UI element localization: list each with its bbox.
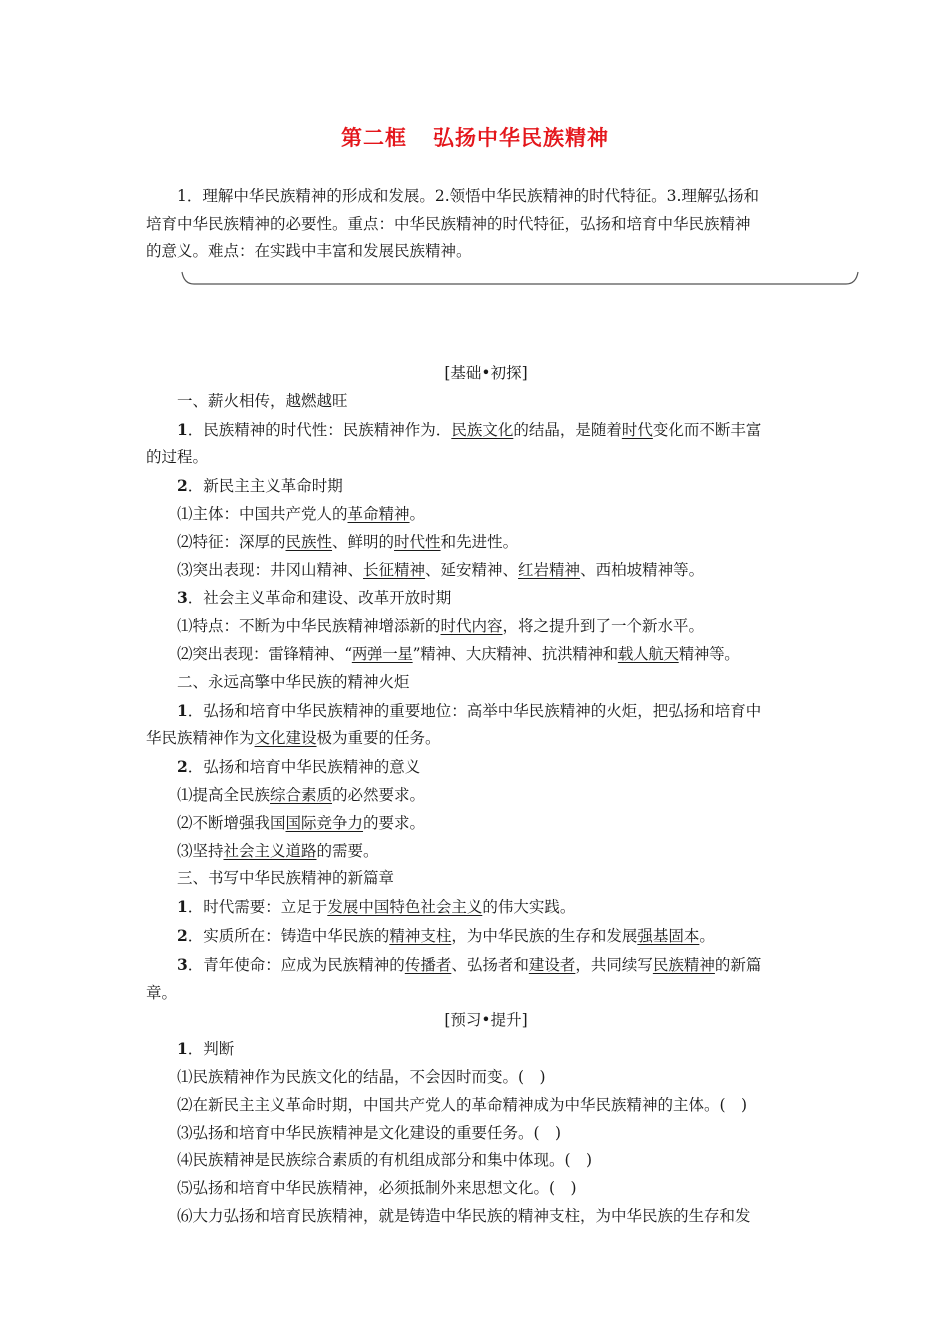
text: 变化而不断丰富 <box>652 420 762 439</box>
section-heading: 一、薪火相传，越燃越旺 <box>177 391 348 410</box>
item-number: 3 <box>177 954 188 974</box>
judgment-item: ⑶弘扬和培育中华民族精神是文化建设的重要任务。( ) <box>177 1123 562 1142</box>
goals-line: 培育中华民族精神的必要性。重点：中华民族精神的时代特征，弘扬和培育中华民族精神 <box>146 214 751 233</box>
sub-item <box>146 838 826 866</box>
text: 的必然要求。 <box>332 785 426 804</box>
text: ．弘扬和培育中华民族精神的重要地位：高举中华民族精神的火炬，把弘扬和培育中 <box>187 701 762 720</box>
answer-blank: 时代 <box>621 420 653 439</box>
answer-blank: 强基固本 <box>637 926 700 945</box>
text: 华民族精神作为 <box>146 729 255 748</box>
title-part1: 第二框 <box>341 126 407 150</box>
answer-blank: 社会主义道路 <box>223 841 317 860</box>
answer-blank: 民族性 <box>285 532 333 551</box>
section-heading: 三、书写中华民族精神的新篇章 <box>177 869 395 888</box>
paragraph <box>146 951 826 980</box>
judgment-item: ⑵在新民主主义革命时期，中国共产党人的革命精神成为中华民族精神的主体。( ) <box>177 1095 748 1114</box>
item-number: 2 <box>177 476 188 496</box>
text: ．时代需要：立足于 <box>187 898 328 917</box>
paragraph <box>146 922 826 951</box>
answer-blank: 红岩精神 <box>518 560 581 579</box>
section-header: [基础•初探] <box>444 364 528 382</box>
text: 的需要。 <box>316 841 379 860</box>
text: ⑴主体：中国共产党人的 <box>177 504 348 523</box>
text: ．新民主主义革命时期 <box>187 477 343 496</box>
paragraph <box>146 753 826 782</box>
main-content <box>146 360 826 1231</box>
sub-item <box>146 501 826 529</box>
answer-blank: 综合素质 <box>270 785 333 804</box>
paragraph <box>146 416 826 445</box>
text: 的结晶，是随着 <box>513 420 622 439</box>
text: ．社会主义革命和建设、改革开放时期 <box>187 589 452 608</box>
text: 、延安精神、 <box>425 560 519 579</box>
learning-goals <box>146 183 816 266</box>
answer-blank: 长征精神 <box>363 560 426 579</box>
answer-blank: 国际竞争力 <box>285 813 364 832</box>
text: ．判断 <box>187 1040 235 1059</box>
paragraph-continuation <box>146 725 826 753</box>
text: ．实质所在：铸造中华民族的 <box>187 926 390 945</box>
section-header: [预习•提升] <box>444 1011 528 1030</box>
section-heading: 二、永远高擎中华民族的精神火炬 <box>177 672 410 691</box>
text: ，为中华民族的生存和发展 <box>451 926 638 945</box>
goals-line: 1．理解中华民族精神的形成和发展。2.领悟中华民族精神的时代特征。3.理解弘扬和 <box>177 187 759 205</box>
text: ，将之提升到了一个新水平。 <box>502 617 705 636</box>
text: ⑴提高全民族 <box>177 785 271 804</box>
answer-blank: 发展中国特色社会主义 <box>327 898 483 917</box>
paragraph <box>146 1035 826 1064</box>
paragraph-continuation: 的过程。 <box>146 448 209 467</box>
text: 的伟大实践。 <box>482 898 576 917</box>
goals-bracket-line <box>180 270 860 286</box>
text: 极为重要的任务。 <box>316 729 441 748</box>
sub-item <box>146 782 826 810</box>
page-title <box>0 122 950 152</box>
judgment-item: ⑹大力弘扬和培育民族精神，就是铸造中华民族的精神支柱，为中华民族的生存和发 <box>177 1206 751 1225</box>
item-number: 2 <box>177 925 188 945</box>
answer-blank: 民族精神 <box>652 955 715 974</box>
text: ．青年使命：应成为民族精神的 <box>187 955 405 974</box>
text: 的要求。 <box>363 813 426 832</box>
answer-blank: 革命精神 <box>347 504 410 523</box>
answer-blank: 载人航天 <box>617 644 679 663</box>
answer-blank: 时代性 <box>394 532 441 551</box>
item-number: 1 <box>177 419 188 439</box>
text: ，共同续写 <box>575 955 653 974</box>
sub-item <box>146 810 826 838</box>
text: ．民族精神的时代性：民族精神作为． <box>187 420 452 439</box>
text: 、弘扬者和 <box>451 955 529 974</box>
text: ⑵不断增强我国 <box>177 813 286 832</box>
answer-blank: 传播者 <box>404 955 452 974</box>
text: 、鲜明的 <box>332 532 395 551</box>
sub-item <box>146 557 826 585</box>
paragraph-continuation: 章。 <box>146 983 178 1002</box>
text: ⑶坚持 <box>177 841 224 860</box>
text: ．弘扬和培育中华民族精神的意义 <box>187 758 421 777</box>
text: 精神等。 <box>678 644 740 663</box>
judgment-item: ⑴民族精神作为民族文化的结晶，不会因时而变。( ) <box>177 1067 546 1086</box>
answer-blank: 两弹一星 <box>351 644 413 663</box>
paragraph <box>146 584 826 613</box>
answer-blank: 建设者 <box>528 955 576 974</box>
item-number: 1 <box>177 1039 188 1059</box>
sub-item <box>146 613 826 641</box>
text: 的新篇 <box>714 955 762 974</box>
judgment-item: ⑷民族精神是民族综合素质的有机组成部分和集中体现。( ) <box>177 1151 593 1170</box>
text: ⑴特点：不断为中华民族精神增添新的 <box>177 617 441 636</box>
text: 、西柏坡精神等。 <box>580 560 705 579</box>
item-number: 1 <box>177 897 188 917</box>
goals-line: 的意义。难点：在实践中丰富和发展民族精神。 <box>146 242 472 260</box>
paragraph <box>146 697 826 726</box>
item-number: 2 <box>177 757 188 777</box>
text: 。 <box>699 926 715 945</box>
item-number: 3 <box>177 588 188 608</box>
title-part2: 弘扬中华民族精神 <box>433 126 609 150</box>
answer-blank: 民族文化 <box>451 420 514 439</box>
text: ⑵特征：深厚的 <box>177 532 286 551</box>
text: 。 <box>409 504 426 523</box>
item-number: 1 <box>177 700 188 720</box>
text: ⑵突出表现：雷锋精神、“ <box>177 644 352 663</box>
text: ⑶突出表现：井冈山精神、 <box>177 560 364 579</box>
paragraph <box>146 472 826 501</box>
answer-blank: 文化建设 <box>254 729 317 748</box>
text: 和先进性。 <box>440 532 519 551</box>
text: ”精神、大庆精神、抗洪精神和 <box>412 644 618 663</box>
judgment-item: ⑸弘扬和培育中华民族精神，必须抵制外来思想文化。( ) <box>177 1179 577 1198</box>
paragraph <box>146 893 826 922</box>
answer-blank: 时代内容 <box>440 617 503 636</box>
answer-blank: 精神支柱 <box>389 926 452 945</box>
sub-item <box>146 529 826 557</box>
sub-item <box>146 641 826 669</box>
